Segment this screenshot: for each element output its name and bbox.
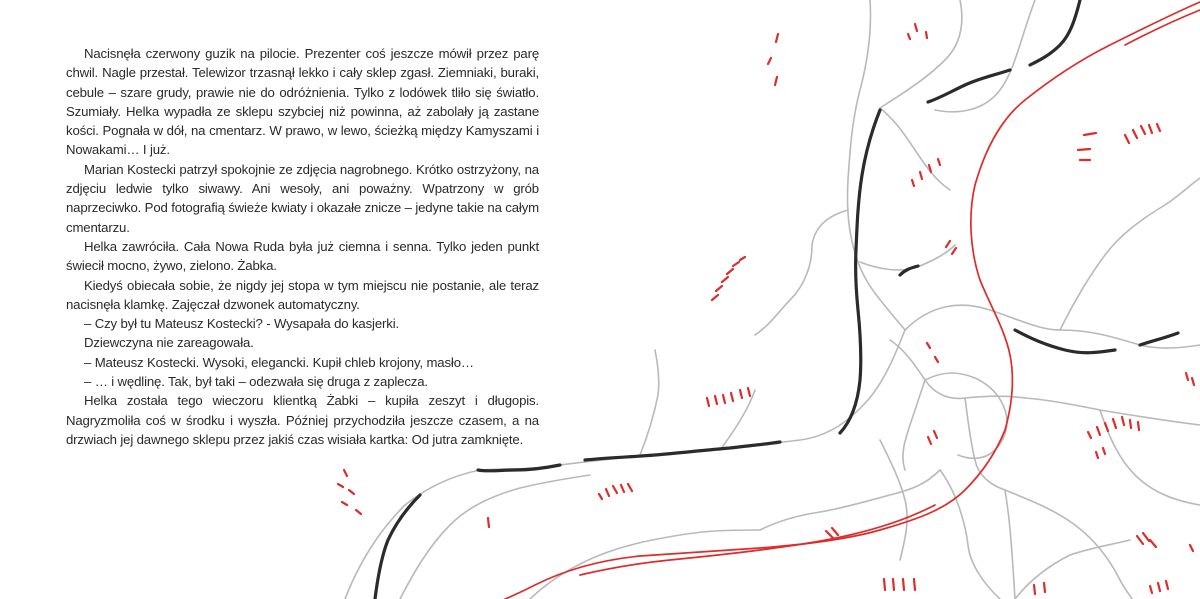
hill-road — [935, 0, 1035, 112]
west-branch — [755, 210, 848, 335]
west-spur-2 — [720, 390, 755, 450]
south-loop — [940, 470, 1000, 599]
river-bend — [840, 110, 880, 433]
road-network — [345, 0, 1200, 599]
paragraph-1: Nacisnęła czerwony guzik na pilocie. Prezenter coś jeszcze mówił przez parę chwil. Nagle przestał. Telewizor trzasnął lekko i cały sklep zgasł. Ziemniaki, buraki, cebule – szare grudy, prawie nie do odróżnienia. Tylko z lodówek tliło się światło. Szumiały. Helka wypadła ze sklepu szybciej niż powinna, aż zabolały ją zastane kości. Pognała w dół, na cmentarz. W prawo, w lewo, ścieżką między Kamyszami i Nowakami… I już. — [66, 46, 539, 158]
far-west-road — [400, 475, 590, 599]
river-north — [1030, 0, 1080, 65]
ring-road — [860, 245, 955, 270]
central-block-1 — [890, 340, 1025, 398]
railway-siding — [580, 505, 935, 575]
paragraph-3: Helka zawróciła. Cała Nowa Ruda była już ciemna i senna. Tylko jeden punkt świecił mocno, żywo, zielono. Żabka. — [66, 238, 539, 274]
river-southwest — [375, 495, 420, 599]
railway-parallel — [1125, 10, 1200, 45]
hill-hatching — [338, 24, 1194, 594]
northeast-road — [1060, 178, 1200, 330]
paragraph-9: Helka została tego wieczoru klientką Żabki – kupiła zeszyt i długopis. Nagryzmoliła coś w środku i wyszła. Później przychodziła jeszcze czasem, a na drzwiach jej dawnego sklepu przez jakiś czas wisiała kartka: Od jutra zamknięte. — [66, 393, 539, 447]
small-loop — [925, 373, 1007, 458]
river-upper — [928, 70, 1010, 102]
paragraph-8: – … i wędlinę. Tak, był taki – odezwała się druga z zaplecza. — [84, 374, 428, 390]
paragraph-4: Kiedyś obiecała sobie, że nigdy jej stopa w tym miejscu nie postanie, ale teraz nacisnęła klamkę. Zajęczał dzwonek automatyczny. — [66, 277, 539, 312]
southwest-road — [530, 530, 760, 599]
river-east-end — [1140, 333, 1178, 345]
paragraph-5: – Czy był tu Mateusz Kostecki? - Wysapała do kasjerki. — [84, 316, 400, 332]
lower-curve — [760, 470, 940, 530]
paragraph-7: – Mateusz Kostecki. Wysoki, elegancki. Kupił chleb krojony, masło… — [84, 354, 474, 370]
west-spur-1 — [640, 350, 659, 455]
south-link — [1015, 540, 1130, 599]
paragraph-6: Dziewczyna nie zareagowała. — [84, 335, 254, 351]
river-bank-road — [880, 108, 950, 190]
river-segments — [375, 0, 1178, 599]
paragraph-2: Marian Kostecki patrzył spokojnie ze zdjęcia nagrobnego. Krótko ostrzyżony, na zdjęciu ledwie tylko siwawy. Ani wesoły, ani poważny. Wpatrzony w grób naprzeciwko. Pod fotografią świeże kwiaty i okazałe znicze – jedyne takie na całym cmentarzu. — [66, 161, 539, 235]
railway-lines — [505, 2, 1200, 599]
central-block-2 — [903, 380, 925, 470]
southeast-road-2 — [1005, 490, 1015, 599]
river-middle — [585, 442, 780, 460]
railway-main — [505, 2, 1200, 599]
